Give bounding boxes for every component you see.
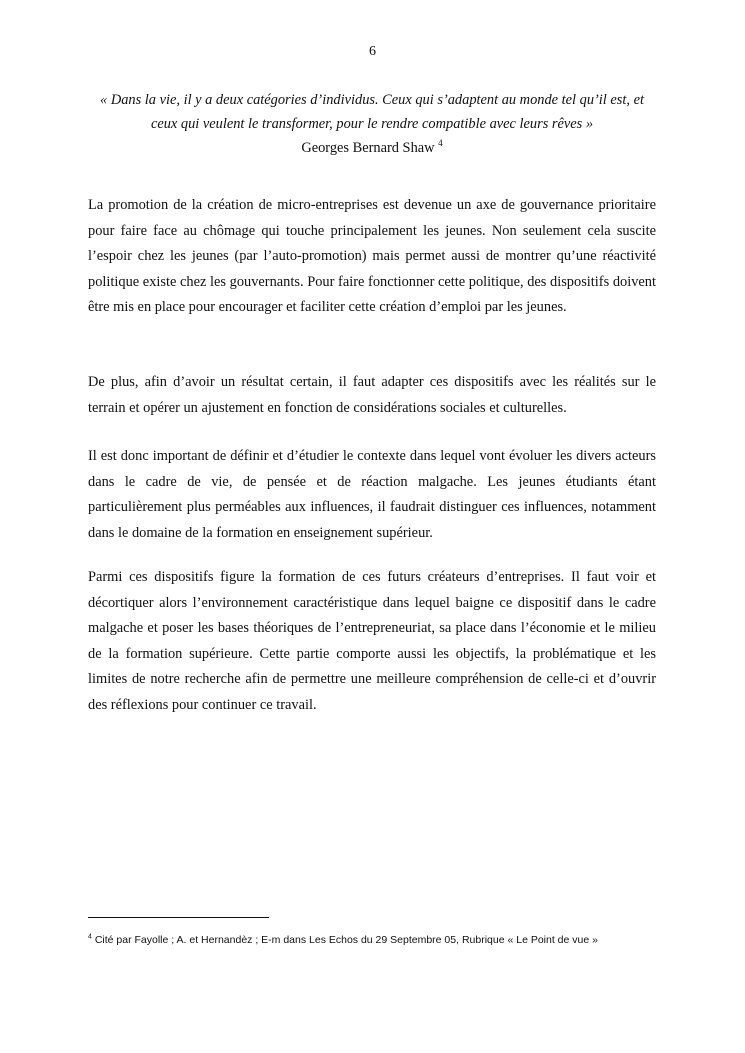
footnote-text: Cité par Fayolle ; A. et Hernandèz ; E-m dans Les Echos du 29 Septembre 05, Rubrique « Le Point de vue »	[94, 934, 598, 946]
footnote-number: 4	[88, 933, 92, 941]
epigraph-quote: « Dans la vie, il y a deux catégories d’individus. Ceux qui s’adaptent au monde tel qu’il est, et ceux qui veulent le transformer, pour le rendre compatible avec leurs rêves »	[100, 92, 644, 132]
paragraph-2: De plus, afin d’avoir un résultat certain, il faut adapter ces dispositifs avec les réalités sur le terrain et opérer un ajustement en fonction de considérations sociales et culturelles.	[88, 374, 656, 416]
footnote-separator	[88, 917, 269, 918]
epigraph-author: Georges Bernard Shaw	[301, 140, 435, 156]
paragraph-4: Parmi ces dispositifs figure la formation de ces futurs créateurs d’entreprises. Il faut voir et décortiquer alors l’environnement caractéristique dans lequel baigne ce dispositif dans le cadre malgache et poser les bases théoriques de l’entrepreneuriat, sa place dans l’économie et le milieu de la formation supérieure. Cette partie comporte aussi les objectifs, la problématique et les limites de notre recherche afin de permettre une meilleure compréhension de celle-ci et d’ouvrir des réflexions pour continuer ce travail.	[88, 569, 656, 713]
page-number: 6	[369, 44, 376, 59]
footnote-reference: 4	[438, 138, 443, 149]
epigraph-attribution	[88, 136, 656, 160]
footnote	[88, 932, 688, 948]
paragraph-1: La promotion de la création de micro-entreprises est devenue un axe de gouvernance prioritaire pour faire face au chômage qui touche principalement les jeunes. Non seulement cela suscite l’espoir chez les jeunes (par l’auto-promotion) mais permet aussi de montrer qu’une réactivité politique existe chez les gouvernants. Pour faire fonctionner cette politique, des dispositifs doivent être mis en place pour encourager et faciliter cette création d’emploi par les jeunes.	[88, 197, 656, 315]
paragraph-3: Il est donc important de définir et d’étudier le contexte dans lequel vont évoluer les divers acteurs dans le cadre de vie, de pensée et de réaction malgache. Les jeunes étudiants étant particulièrement plus perméables aux influences, il faudrait distinguer ces influences, notamment dans le domaine de la formation en enseignement supérieur.	[88, 448, 656, 541]
